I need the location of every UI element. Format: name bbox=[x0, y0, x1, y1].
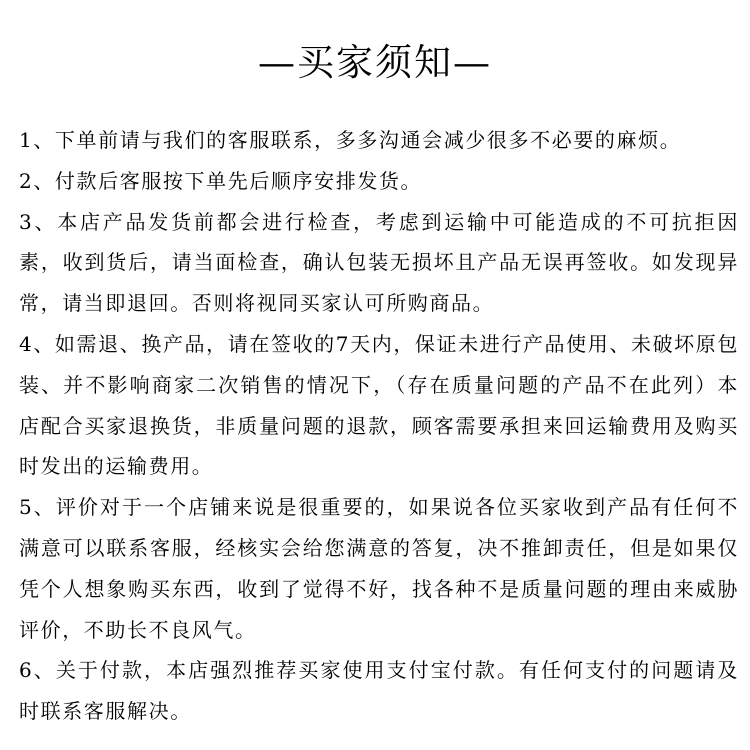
notice-list bbox=[19, 120, 739, 732]
notice-item-6: 6、关于付款，本店强烈推荐买家使用支付宝付款。有任何支付的问题请及时联系客服解决。 bbox=[19, 658, 739, 724]
notice-item-4: 4、如需退、换产品，请在签收的7天内，保证未进行产品使用、未破坏原包装、并不影响商家二次销售的情况下，（存在质量问题的产品不在此列）本店配合买家退换货，非质量问题的退款，顾客需要承担来回运输费用及购买时发出的运输费用。 bbox=[19, 331, 739, 479]
notice-item-5: 5、评价对于一个店铺来说是很重要的，如果说各位买家收到产品有任何不满意可以联系客服，经核实会给您满意的答复，决不推卸责任，但是如果仅凭个人想象购买东西，收到了觉得不好，找各种不是质量问题的理由来威胁评价，不助长不良风气。 bbox=[19, 495, 739, 642]
notice-item-3: 3、本店产品发货前都会进行检查，考虑到运输中可能造成的不可抗拒因素，收到货后，请当面检查，确认包装无损坏且产品无误再签收。如发现异常，请当即退回。否则将视同买家认可所购商品。 bbox=[19, 209, 739, 316]
page-title: —买家须知— bbox=[258, 41, 492, 84]
notice-item-1: 1、下单前请与我们的客服联系，多多沟通会减少很多不必要的麻烦。 bbox=[19, 128, 682, 152]
notice-item-2: 2、付款后客服按下单先后顺序安排发货。 bbox=[19, 168, 423, 193]
